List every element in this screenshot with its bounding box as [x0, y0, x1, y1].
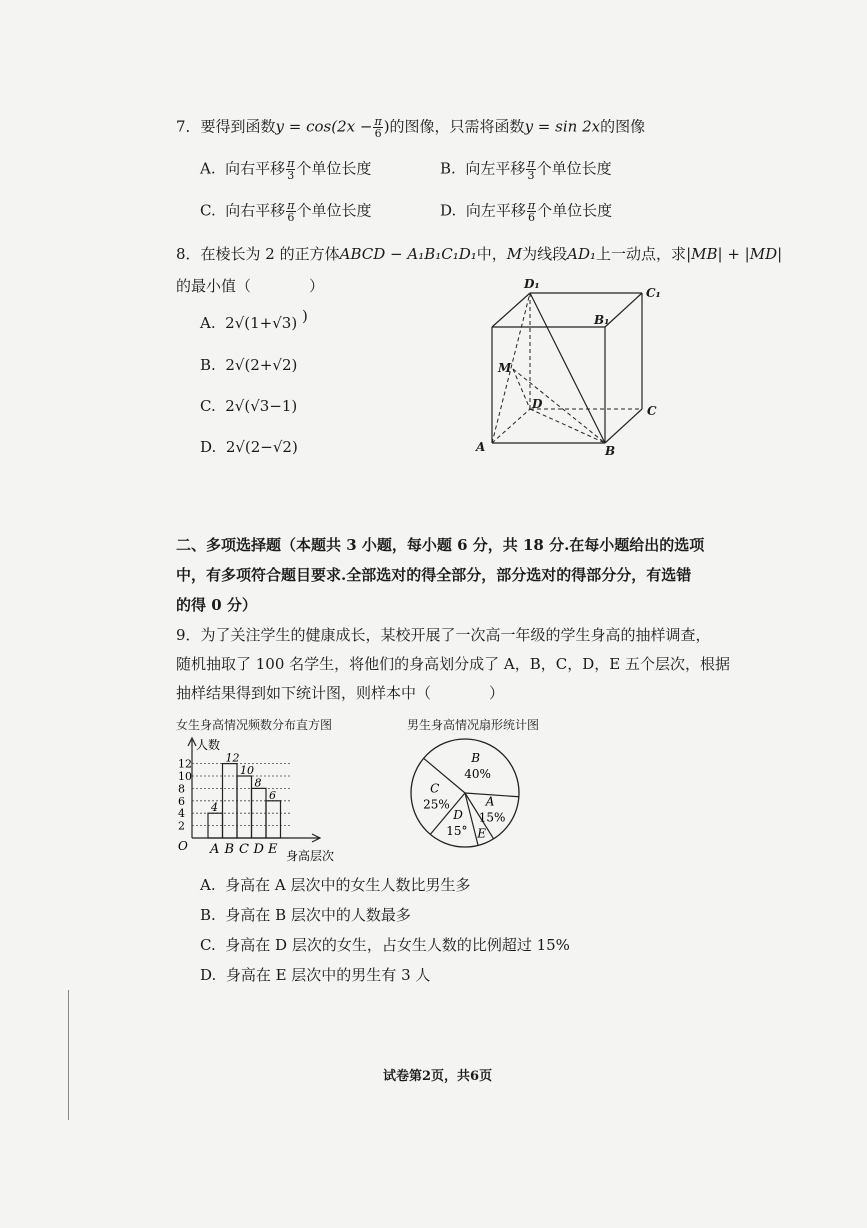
edge-b-c [605, 409, 642, 443]
q8-option-b[interactable]: B. 2√(2+√2) [200, 356, 298, 374]
q7-func1-lhs: y = cos(2x − [275, 117, 373, 136]
q7-stem [176, 116, 645, 139]
y-tick-label: 12 [178, 757, 192, 771]
q7-prefix: 7．要得到函数 [176, 117, 276, 136]
y-tick-label: 8 [178, 782, 185, 796]
pie-title: 男生身高情况扇形统计图 [407, 718, 540, 732]
pie-chart [405, 735, 535, 855]
slice-label-A: 15% [478, 810, 506, 825]
q8-option-a[interactable]: A. 2√(1+√3) [200, 314, 298, 332]
q7-func1-rhs: ) [383, 117, 390, 136]
q7-mid: 的图像，只需将函数 [389, 117, 525, 136]
page-footer: 试卷第2页，共6页 [383, 1069, 493, 1084]
q9-option-c[interactable]: C. 身高在 D 层次的女生，占女生人数的比例超过 15% [200, 936, 570, 954]
y-tick-label: 6 [178, 794, 185, 808]
bar-data-label: 6 [269, 788, 276, 802]
x-tick-label: B [224, 842, 235, 857]
segment-m-d [513, 369, 530, 409]
q7-func1-fraction: $\frac{\pi}{6}$ [374, 115, 382, 140]
section2-line2: 中，有多项符合题目要求.全部选对的得全部分，部分选对的得部分分，有选错 [176, 566, 692, 584]
bar-data-label: 12 [225, 751, 240, 765]
label-c1: C₁ [646, 286, 661, 300]
bar-data-label: 8 [254, 776, 262, 790]
q8-stray-paren: ) [302, 307, 308, 325]
label-a: A [476, 440, 486, 454]
label-d: D [532, 397, 543, 411]
label-b1: B₁ [594, 313, 610, 327]
edge-b1-c1 [605, 293, 642, 327]
q8-option-d[interactable]: D. 2√(2−√2) [200, 438, 298, 456]
q9-stem-line3: 抽样结果得到如下统计图，则样本中（ ） [176, 684, 505, 702]
slice-name-E: E [477, 826, 486, 841]
bar-C [237, 776, 252, 838]
segment-m-b [513, 369, 605, 443]
slice-name-C: C [430, 781, 440, 796]
x-tick-label: D [253, 842, 264, 857]
label-m: M [498, 361, 512, 375]
slice-label-B: 40% [464, 767, 491, 782]
slice-name-B: B [471, 751, 481, 766]
label-d1: D₁ [524, 277, 540, 291]
q7-suffix: 的图像 [600, 117, 646, 136]
section2-line3: 的得 0 分） [176, 596, 257, 614]
segment-d-b [530, 409, 605, 443]
bar-data-label: 4 [211, 801, 218, 815]
label-c: C [647, 404, 657, 418]
edge-a1-d1 [492, 293, 530, 327]
q9-stem-line2: 随机抽取了 100 名学生，将他们的身高划分成了 A，B，C，D，E 五个层次，根据 [176, 655, 731, 673]
x-tick-label: E [268, 842, 278, 857]
x-tick-label: A [210, 842, 220, 857]
q8-option-c[interactable]: C. 2√(√3−1) [200, 397, 298, 415]
binding-margin-line [68, 990, 69, 1120]
label-b: B [605, 444, 616, 458]
q9-option-a[interactable]: A. 身高在 A 层次中的女生人数比男生多 [200, 876, 471, 894]
section2-line1: 二、多项选择题（本题共 3 小题，每小题 6 分，共 18 分.在每小题给出的选项 [176, 536, 705, 554]
y-tick-label: 4 [178, 807, 185, 821]
y-tick-label: 10 [178, 770, 192, 783]
q9-option-d[interactable]: D. 身高在 E 层次中的男生有 3 人 [200, 966, 431, 984]
q7-func2: y = sin 2x [524, 117, 601, 136]
q8-stem-line2: 的最小值（ ） [176, 277, 325, 295]
bar-data-label: 10 [240, 764, 254, 777]
origin-label: O [178, 839, 188, 853]
edge-a-d-hidden [492, 409, 530, 443]
slice-name-A: A [485, 794, 495, 809]
y-tick-label: 2 [178, 819, 185, 833]
x-tick-label: C [239, 842, 249, 857]
histogram-title: 女生身高情况频数分布直方图 [176, 718, 333, 732]
q8-stem-line1: 8．在棱长为 2 的正方体ABCD − A₁B₁C₁D₁中，M为线段AD₁上一动点，求|MB| + |MD| [176, 245, 783, 263]
q9-option-b[interactable]: B. 身高在 B 层次中的人数最多 [200, 906, 411, 924]
q7-option-b[interactable]: B. 向左平移 $\frac{\pi}{3}$ 个单位长度 [440, 157, 612, 182]
histogram-chart [172, 734, 342, 864]
q7-option-a[interactable]: A. 向右平移 $\frac{\pi}{3}$ 个单位长度 [200, 157, 372, 182]
q9-stem-line1: 9．为了关注学生的健康成长，某校开展了一次高一年级的学生身高的抽样调查， [176, 626, 711, 644]
cube-figure [470, 275, 680, 460]
slice-name-D: D [453, 808, 463, 823]
q7-option-c[interactable]: C. 向右平移 $\frac{\pi}{6}$ 个单位长度 [200, 199, 372, 224]
y-axis-label: 人数 [196, 738, 221, 752]
q7-option-d[interactable]: D. 向左平移 $\frac{\pi}{6}$ 个单位长度 [440, 199, 613, 224]
x-axis-label: 身高层次 [286, 849, 335, 863]
slice-label-D: 15° [446, 824, 468, 839]
slice-label-C: 25% [423, 797, 450, 812]
bar-E [266, 801, 281, 838]
